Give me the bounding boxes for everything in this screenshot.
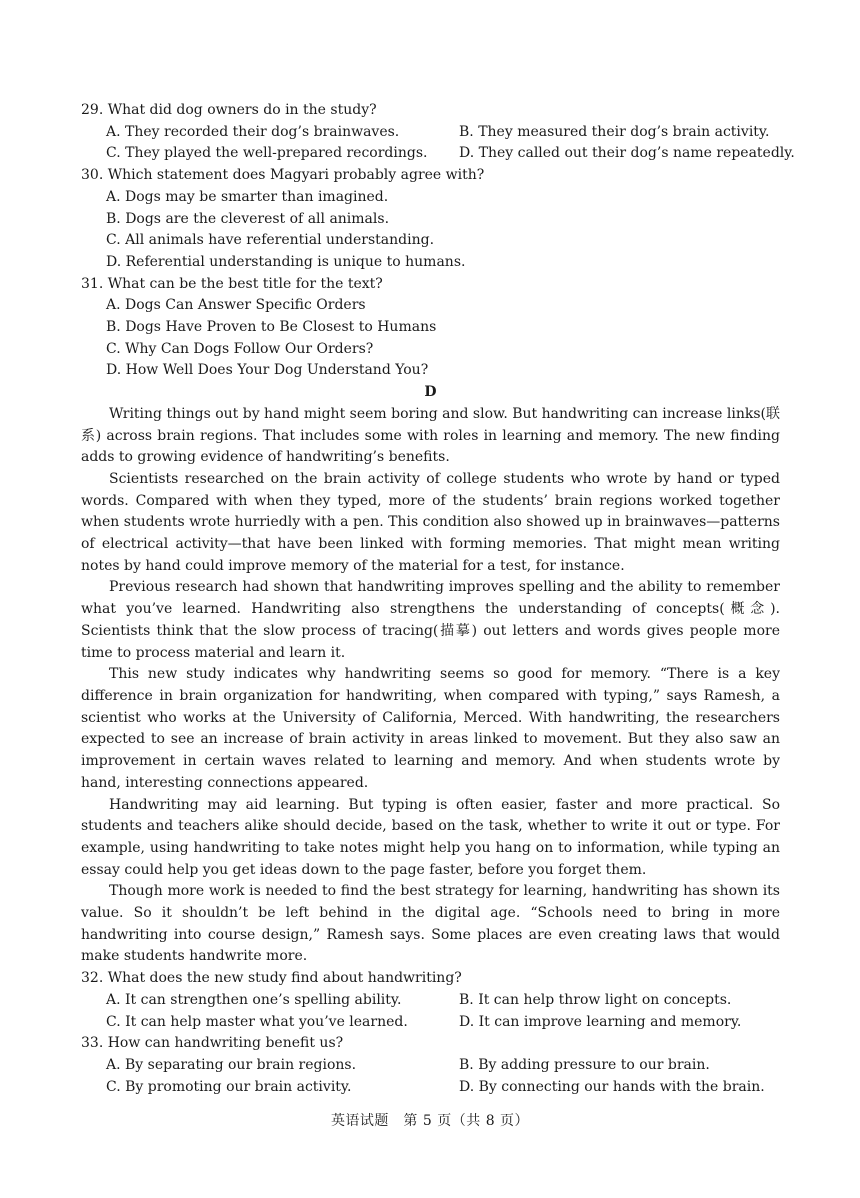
answer-option: C. They played the well-prepared recordings. [106,145,428,162]
question-stem: 32. What does the new study find about handwriting? [81,970,462,987]
answer-option: D. It can improve learning and memory. [459,1013,742,1030]
answer-option: C. By promoting our brain activity. [106,1078,352,1095]
page-footer: 英语试题 第 5 页（共 8 页） [330,1113,530,1129]
option-list [81,1055,780,1098]
passage-paragraph: Though more work is needed to find the best strategy for learning, handwriting has shown its value. So it shouldn’t be left behind in the digital age. “Schools need to bring in more handwriting into course design,” Ramesh says. Some places are even creating laws that would make students handwrite more. [81,883,780,965]
question-stem: 29. What did dog owners do in the study? [81,102,377,118]
passage-paragraph: This new study indicates why handwriting seems so good for memory. “There is a key difference in brain organization for handwriting, when compared with typing,” says Ramesh, a scientist who works at the University of California, Merced. With handwriting, the researchers expected to see an increase of brain activity in areas linked to movement. But they also saw an improvement in certain waves related to learning and memory. And when students wrote by hand, interesting connections appeared. [81,666,780,791]
answer-option: A. They recorded their dog’s brainwaves. [106,123,400,140]
answer-option: D. By connecting our hands with the brain. [459,1078,765,1095]
answer-option: A. By separating our brain regions. [106,1056,357,1073]
option-list [81,122,795,165]
answer-option: B. By adding pressure to our brain. [459,1056,710,1073]
option-list [81,187,780,274]
question-stem: 30. Which statement does Magyari probably agree with? [81,167,485,184]
question [81,274,780,383]
questions-top [81,100,795,382]
reading-passage [81,404,780,968]
answer-option: B. Dogs are the cleverest of all animals. [106,210,390,227]
passage-paragraph: Writing things out by hand might seem boring and slow. But handwriting can increase links(联系) across brain regions. That includes some with roles in learning and memory. The new finding adds to growing evidence of handwriting’s benefits. [81,405,780,466]
option-list [81,295,780,382]
question [81,968,780,1033]
answer-option: A. It can strengthen one’s spelling ability. [106,991,402,1008]
passage-paragraph: Previous research had shown that handwriting improves spelling and the ability to remember what you’ve learned. Handwriting also strengthens the understanding of concepts(概念). Scientists think that the slow process of tracing(描摹) out letters and words gives people more time to process material and learn it. [81,579,780,661]
answer-option: A. Dogs may be smarter than imagined. [106,188,389,205]
option-list [81,990,780,1033]
answer-option: B. It can help throw light on concepts. [459,991,732,1008]
answer-option: C. It can help master what you’ve learned. [106,1013,408,1030]
question [81,100,795,165]
answer-option: B. They measured their dog’s brain activity. [459,123,770,140]
answer-option: C. All animals have referential understanding. [106,232,435,249]
answer-option: B. Dogs Have Proven to Be Closest to Humans [106,319,437,336]
section-label: D [424,384,437,401]
passage-paragraph: Handwriting may aid learning. But typing is often easier, faster and more practical. So students and teachers alike should decide, based on the task, whether to write it out or type. For example, using handwriting to take notes might help you hang on to information, while typing an essay could help you get ideas down to the page faster, before you forget them. [81,796,780,878]
page-content [81,100,795,1098]
answer-option: A. Dogs Can Answer Specific Orders [106,297,366,314]
answer-option: D. Referential understanding is unique to humans. [106,253,466,270]
question-stem: 33. How can handwriting benefit us? [81,1035,344,1052]
answer-option: D. How Well Does Your Dog Understand You? [106,362,429,379]
question [81,165,780,274]
answer-option: C. Why Can Dogs Follow Our Orders? [106,340,374,357]
questions-bottom [81,968,780,1098]
answer-option: D. They called out their dog’s name repeatedly. [459,145,795,162]
passage-paragraph: Scientists researched on the brain activity of college students who wrote by hand or typed words. Compared with when they typed, more of the students’ brain regions worked together when students wrote hurriedly with a pen. This condition also showed up in brainwaves—patterns of electrical activity—that have been linked with forming memories. That might mean writing notes by hand could improve memory of the material for a test, for instance. [81,470,780,574]
question [81,1033,780,1098]
question-stem: 31. What can be the best title for the text? [81,275,383,292]
